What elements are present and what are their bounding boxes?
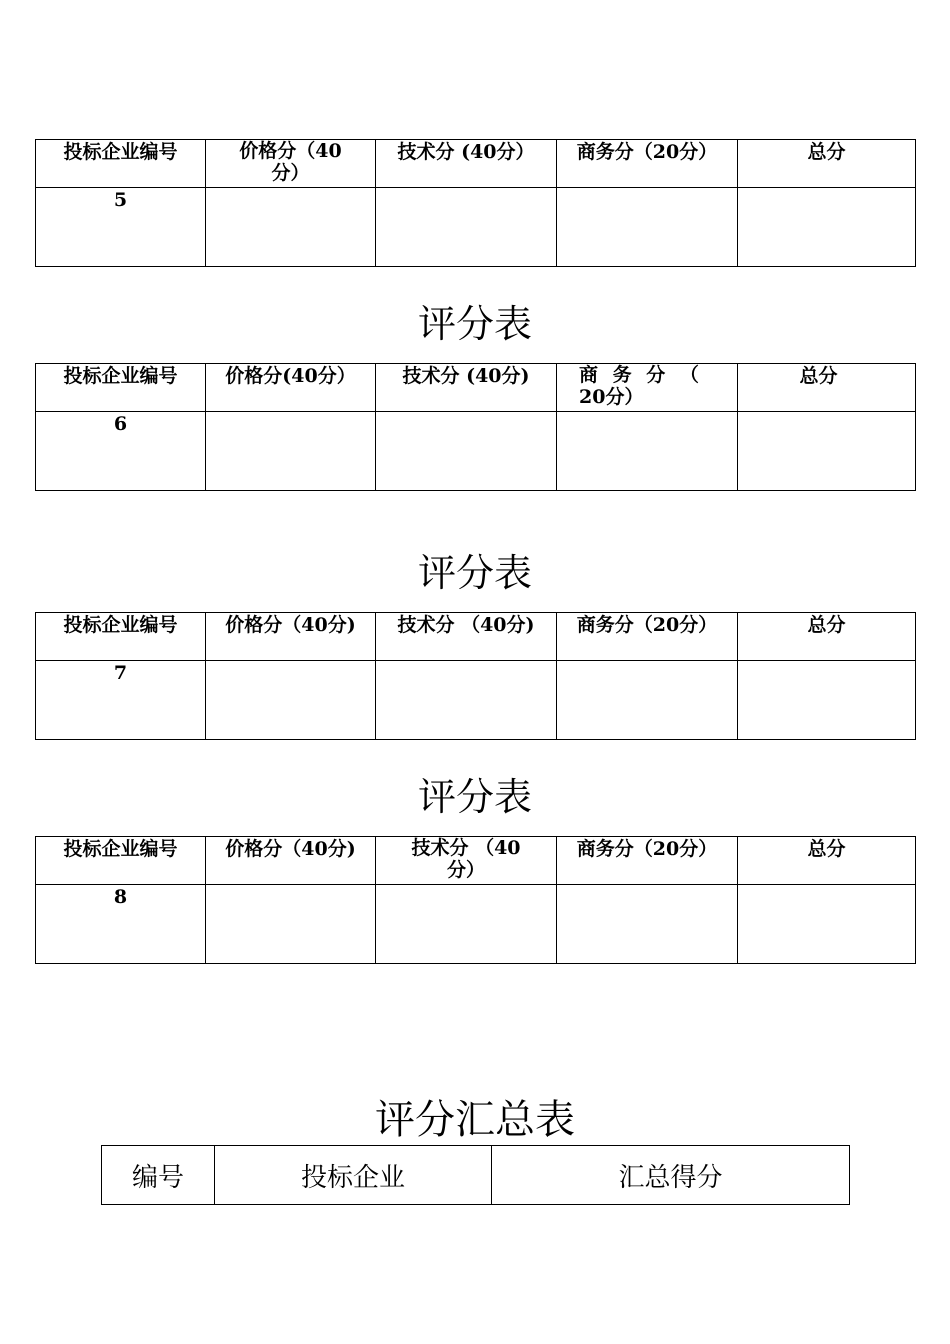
header-bidder-number: 投标企业编号 (36, 140, 206, 188)
section-title: 评分表 (417, 775, 532, 819)
header-price-score: 价格分（40分) (206, 837, 376, 885)
score-table-4 (35, 836, 916, 964)
summary-title: 评分汇总表 (375, 1097, 575, 1143)
price-score-cell[interactable] (206, 885, 376, 964)
summary-header-bidder: 投标企业 (215, 1146, 492, 1205)
header-business-score: 商务分（20分） (557, 613, 738, 661)
price-score-cell[interactable] (206, 412, 376, 491)
total-score-cell[interactable] (738, 188, 916, 267)
summary-header-row (102, 1146, 850, 1205)
table-header-row (36, 140, 916, 188)
header-total-score: 总分 (738, 613, 916, 661)
score-table-2 (35, 363, 916, 491)
table-row (36, 885, 916, 964)
table-header-row (36, 837, 916, 885)
table-row (36, 412, 916, 491)
summary-table (101, 1145, 850, 1205)
bidder-number-cell: 6 (36, 412, 206, 491)
header-price-score: 价格分(40分） (206, 364, 376, 412)
summary-header-total: 汇总得分 (492, 1146, 850, 1205)
table-row (36, 188, 916, 267)
header-business-score: 商务分（20分） (557, 140, 738, 188)
score-table-3 (35, 612, 916, 740)
header-technical-score: 技术分 （40分） (376, 837, 557, 885)
business-score-cell[interactable] (557, 188, 738, 267)
header-price-score: 价格分（40分) (206, 613, 376, 661)
header-technical-score: 技术分 (40分） (376, 140, 557, 188)
business-score-cell[interactable] (557, 412, 738, 491)
header-total-score: 总分 (738, 364, 916, 412)
header-technical-score: 技术分 （40分) (376, 613, 557, 661)
header-bidder-number: 投标企业编号 (36, 364, 206, 412)
score-table-1 (35, 139, 916, 267)
table-header-row (36, 364, 916, 412)
total-score-cell[interactable] (738, 661, 916, 740)
business-score-cell[interactable] (557, 661, 738, 740)
table-row (36, 661, 916, 740)
technical-score-cell[interactable] (376, 661, 557, 740)
bidder-number-cell: 8 (36, 885, 206, 964)
section-title: 评分表 (417, 551, 532, 595)
technical-score-cell[interactable] (376, 885, 557, 964)
bidder-number-cell: 5 (36, 188, 206, 267)
total-score-cell[interactable] (738, 412, 916, 491)
header-business-score: 商务分（20分） (557, 837, 738, 885)
price-score-cell[interactable] (206, 661, 376, 740)
header-bidder-number: 投标企业编号 (36, 837, 206, 885)
summary-header-number: 编号 (102, 1146, 215, 1205)
business-score-cell[interactable] (557, 885, 738, 964)
section-title: 评分表 (417, 302, 532, 346)
header-bidder-number: 投标企业编号 (36, 613, 206, 661)
table-header-row (36, 613, 916, 661)
header-technical-score: 技术分 (40分) (376, 364, 557, 412)
header-business-score: 商 务 分 （ 20分） (557, 364, 738, 412)
header-total-score: 总分 (738, 837, 916, 885)
total-score-cell[interactable] (738, 885, 916, 964)
price-score-cell[interactable] (206, 188, 376, 267)
header-total-score: 总分 (738, 140, 916, 188)
technical-score-cell[interactable] (376, 188, 557, 267)
header-price-score: 价格分（40分） (206, 140, 376, 188)
bidder-number-cell: 7 (36, 661, 206, 740)
technical-score-cell[interactable] (376, 412, 557, 491)
